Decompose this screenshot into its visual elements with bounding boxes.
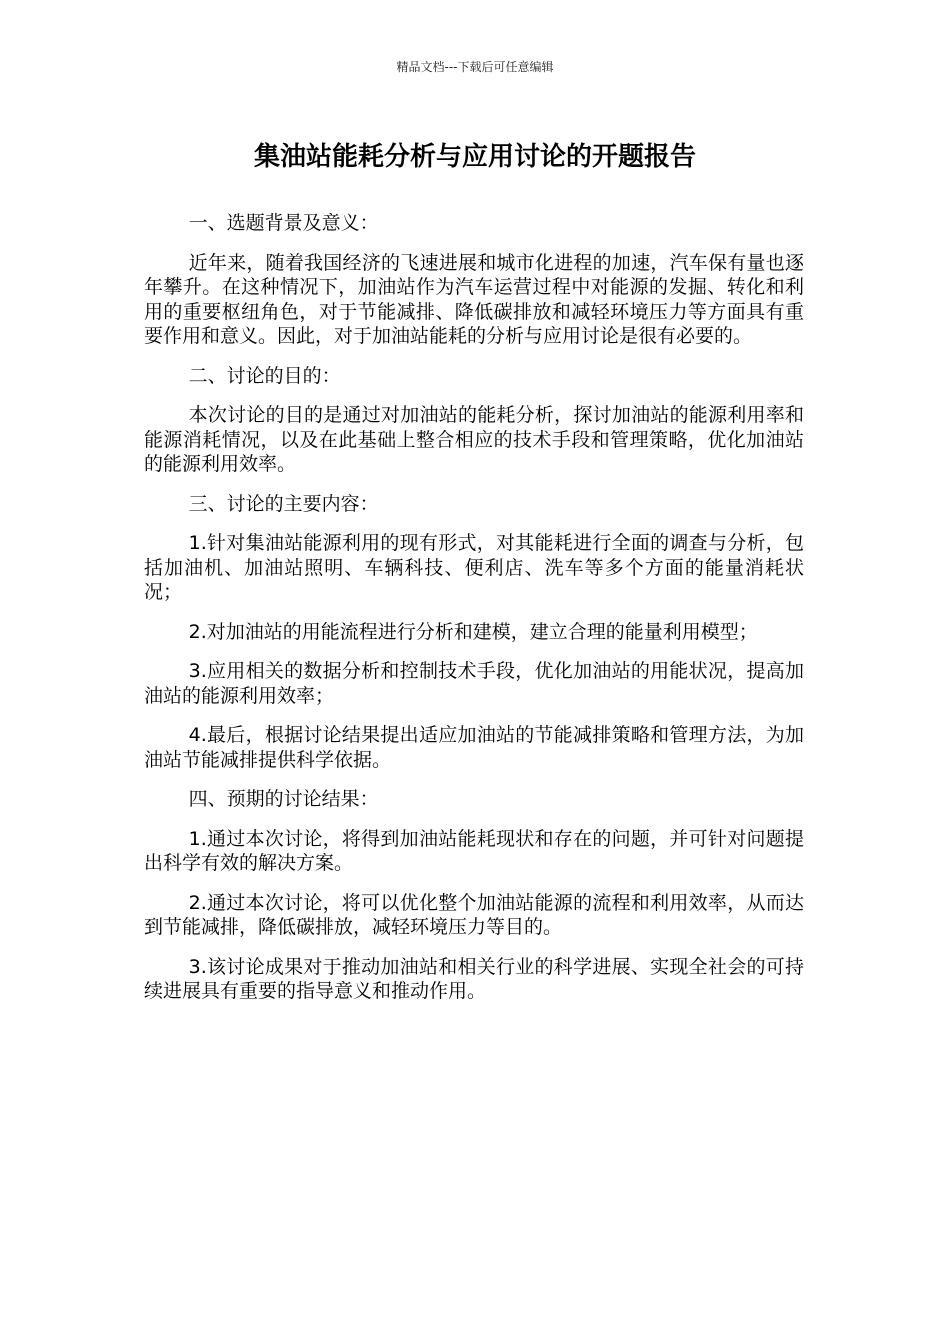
paragraph-purpose: 本次讨论的目的是通过对加油站的能耗分析，探讨加油站的能源利用率和能源消耗情况，以及在此基础上整合相应的技术手段和管理策略，优化加油站的能源利用效率。 xyxy=(144,404,804,475)
result-item-2: 2.通过本次讨论，将可以优化整个加油站能源的流程和利用效率，从而达到节能减排，降低碳排放，减轻环境压力等目的。 xyxy=(144,891,804,938)
paragraph-background: 近年来，随着我国经济的飞速进展和城市化进程的加速，汽车保有量也逐年攀升。在这种情况下，加油站作为汽车运营过程中对能源的发掘、转化和利用的重要枢纽角色，对于节能减排、降低碳排放和减轻环境压力等方面具有重要作用和意义。因此，对于加油站能耗的分析与应用讨论是很有必要的。 xyxy=(144,251,804,347)
section-heading-background: 一、选题背景及意义： xyxy=(188,212,379,234)
content-item-2: 2.对加油站的用能流程进行分析和建模，建立合理的能量利用模型； xyxy=(188,620,758,643)
section-heading-results: 四、预期的讨论结果： xyxy=(188,788,379,810)
result-item-1: 1.通过本次讨论，将得到加油站能耗现状和存在的问题，并可针对问题提出科学有效的解决方案。 xyxy=(144,827,804,874)
result-item-3: 3.该讨论成果对于推动加油站和相关行业的科学进展、实现全社会的可持续进展具有重要的指导意义和推动作用。 xyxy=(144,955,804,1002)
section-heading-content: 三、讨论的主要内容： xyxy=(188,492,379,515)
document-title: 集油站能耗分析与应用讨论的开题报告 xyxy=(253,142,696,172)
content-item-1: 1.针对集油站能源利用的现有形式，对其能耗进行全面的调查与分析，包括加油机、加油站照明、车辆科技、便利店、洗车等多个方面的能量消耗状况； xyxy=(144,532,804,603)
section-heading-purpose: 二、讨论的目的： xyxy=(188,364,341,387)
content-item-4: 4.最后，根据讨论结果提出适应加油站的节能减排策略和管理方法，为加油站节能减排提供科学依据。 xyxy=(144,724,804,771)
content-item-3: 3.应用相关的数据分析和控制技术手段，优化加油站的用能状况，提高加油站的能源利用效率； xyxy=(144,660,804,707)
document-body xyxy=(144,211,804,1019)
header-note: 精品文档---下载后可任意编辑 xyxy=(396,60,554,74)
